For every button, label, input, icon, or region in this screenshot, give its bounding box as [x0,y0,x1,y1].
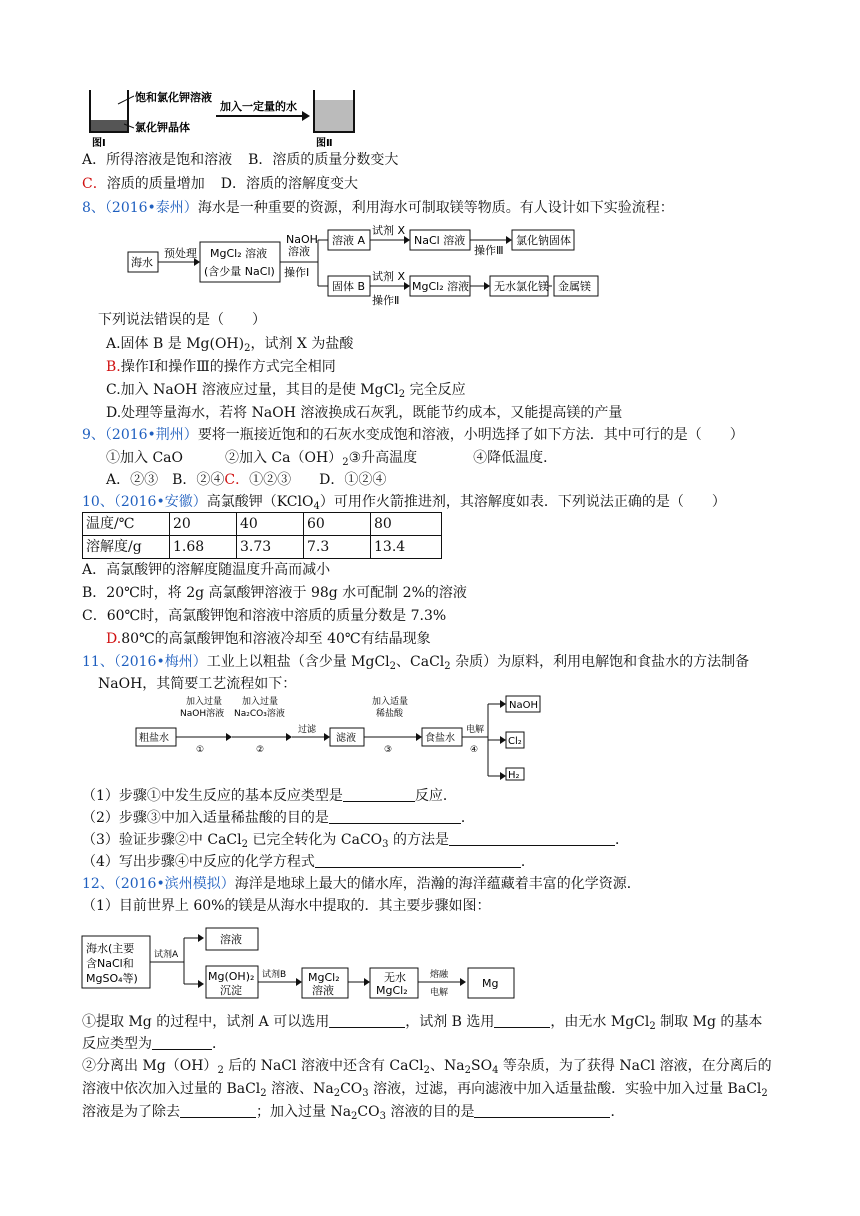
q12-flow-anhydrous-mgcl2: MgCl₂ [376,984,408,997]
q12-flow-electrolysis: 电解 [430,988,449,998]
q8-intro: 下列说法错误的是（ ） [98,312,266,328]
answer-blank[interactable] [474,1103,610,1118]
answer-blank[interactable] [180,1103,256,1118]
q11-flow-naoh-sol: NaOH溶液 [180,709,225,719]
table-row [83,513,442,536]
q11-flow-diagram [134,690,544,782]
answer-blank[interactable] [152,1035,212,1050]
q8-option-a: A.固体 B 是 $Mg(OH)_2$，试剂 X 为盐酸 [106,336,354,354]
q8-flow-sol-a: 溶液 A [332,234,366,247]
answer-blank[interactable] [343,787,415,802]
q11-flow-cl2: Cl₂ [508,736,522,747]
q12-flow-solution: 溶液 [220,933,242,946]
beaker-1 [90,90,128,132]
q8-source: （2016•泰州） [104,200,198,216]
solubility-table [82,512,442,559]
q12-flow-mgcl2-sol: 溶液 [312,984,334,997]
q12-flow-diagram [80,922,520,1002]
q8-flow-mgcl2-sol2: MgCl₂ 溶液 [412,280,470,293]
q11-flow-na2co3-sol: Na₂CO₃溶液 [234,709,285,719]
q12-q2-line2: 溶液中依次加入过量的 BaCl$_2$ 溶液、$Na_2CO_3$ 溶液，过滤，再向滤液中加入适量盐酸．实验中加入过量 BaCl$_2$ [82,1081,768,1099]
q10-option-d: D.80℃的高氯酸钾饱和溶液冷却至 40℃有结晶现象 [106,631,431,647]
q11-flow-filtrate: 滤液 [336,733,356,744]
label-fig2: 图Ⅱ [316,138,333,149]
q12-q1-line2: 反应类型为 ． [82,1036,226,1052]
q12-flow-anhydrous: 无水 [384,971,406,984]
q12-flow-precipitate: 沉淀 [220,984,242,997]
q11-flow-naoh: NaOH [509,700,538,711]
table-cell: 3.73 [237,536,304,559]
q11-flow-filter: 过滤 [298,725,317,735]
q8-flow-mgcl2: MgCl₂ 溶液 [210,247,268,260]
q7-option-c: 溶质的质量增加 [106,176,205,192]
q12-flow-molten: 熔融 [430,970,449,980]
q11-flow-dilute-hcl: 稀盐酸 [376,709,404,719]
answer-blank[interactable] [329,809,461,824]
answer-blank[interactable] [329,1013,405,1028]
q9-methods: ①加入 CaO ②加入 $Ca(OH)_2③$升高温度 ④降低温度． [106,450,558,468]
q8-option-d: D.处理等量海水，若将 NaOH 溶液换成石灰乳，既能节约成本，又能提高镁的产量 [106,405,623,421]
label-saturated: 饱和氯化钾溶液 [135,91,212,104]
q12-flow-mgcl2: MgCl₂ [308,971,340,984]
q8-stem [82,198,674,218]
q11-sub3: （3）验证步骤②中 CaCl$_2$ 已完全转化为 CaCO$_3$ 的方法是 ． [82,832,629,850]
q9-stem: 9、（2016•荆州）要将一瓶接近饱和的石灰水变成饱和溶液，小明选择了如下方法．其中可行的是（ ） [82,427,744,443]
q8-flow-diagram [122,224,602,310]
q8-flow-sol-label: 溶液 [288,245,310,258]
q11-flow-brine: 食盐水 [425,733,455,744]
q8-option-b: B.操作Ⅰ和操作Ⅲ的操作方式完全相同 [106,359,336,375]
table-header-temp: 温度/℃ [83,513,170,536]
q11-flow-h2: H₂ [508,770,520,781]
q7-options-ab [82,150,398,170]
q11-stem: 11、（2016•梅州）工业上以粗盐（含少量 MgCl$_2$、CaCl$_2$ 杂质）为原料，利用电解饱和食盐水的方法制备 [82,654,750,672]
table-cell: 40 [237,513,304,536]
label-crystal: 氯化钾晶体 [135,121,190,134]
q8-flow-op1: 操作Ⅰ [284,266,310,279]
q8-flow-metal-mg: 金属镁 [558,280,591,293]
q12-flow-seawater-2: 含NaCl和 [86,957,134,970]
table-cell: 7.3 [304,536,371,559]
q7-option-d: D．溶质的溶解度变大 [220,176,358,192]
q8-flow-reagent-x2: 试剂 X [372,270,406,283]
beaker-2 [314,90,354,132]
q10-stem: 10、（2016•安徽）高氯酸钾（KClO$_4$）可用作火箭推进剂，其溶解度如表．下列说法正确的是（ ） [82,494,726,512]
q8-flow-solid-b: 固体 B [332,280,366,293]
q12-q2-line1: ②分离出 $Mg(OH)_2$ 后的 NaCl 溶液中还含有 CaCl$_2$、$Na_2SO_4$ 等杂质，为了获得 NaCl 溶液，在分离后的 [82,1058,772,1076]
q10-option-a: A．高氯酸钾的溶解度随温度升高而减小 [82,562,331,578]
q8-flow-op3: 操作Ⅲ [474,244,504,257]
table-cell: 13.4 [371,536,442,559]
q10-option-b: B．20℃时，将 2g 高氯酸钾溶液于 98g 水可配制 2%的溶液 [82,585,467,601]
q7-option-b: B．溶质的质量分数变大 [248,152,399,168]
q8-flow-anhydrous: 无水氯化镁 [494,280,549,293]
q12-flow-seawater-3: MgSO₄等) [86,972,138,985]
q8-number: 8、 [82,200,105,216]
q12-flow-seawater: 海水(主要 [86,942,135,955]
answer-blank[interactable] [494,1013,550,1028]
q12-part1: （1）目前世界上 60%的镁是从海水中提取的．其主要步骤如图： [82,898,491,914]
table-cell: 1.68 [170,536,237,559]
q11-flow-add-na2co3: 加入过量 [242,697,279,707]
q12-stem: 12、（2016•滨州模拟）海洋是地球上最大的储水库，浩瀚的海洋蕴藏着丰富的化学资源． [82,876,641,892]
q8-flow-nacl-sol: NaCl 溶液 [414,234,466,247]
q8-flow-reagent-x: 试剂 X [372,224,406,237]
beaker-figure [78,86,368,152]
q8-flow-pretreat: 预处理 [164,247,197,260]
q11-flow-crude-salt: 粗盐水 [139,733,169,744]
label-fig1: 图Ⅰ [92,138,106,149]
q8-flow-nacl-solid: 氯化钠固体 [516,234,571,247]
q11-sub1: （1）步骤①中发生反应的基本反应类型是 反应． [82,788,457,804]
label-arrow: 加入一定量的水 [220,100,297,113]
q11-flow-step3: ③ [384,745,393,755]
q12-flow-reagent-a: 试剂A [154,950,179,960]
table-row [83,536,442,559]
answer-blank[interactable] [315,853,521,868]
q11-sub2: （2）步骤③中加入适量稀盐酸的目的是 ． [82,810,475,826]
q11-flow-electrolysis: 电解 [466,725,485,735]
q12-q1-line1: ①提取 Mg 的过程中，试剂 A 可以选用 ，试剂 B 选用 ，由无水 MgCl$_2$ 制取 Mg 的基本 [82,1014,763,1032]
q9-options: A．②③ B．②④C．①②③ D．①②④ [106,472,387,488]
q11-flow-step1: ① [196,745,205,755]
q12-q2-line3: 溶液是为了除去 ；加入过量 $Na_2CO_3$ 溶液的目的是 ． [82,1104,625,1122]
answer-blank[interactable] [449,831,615,846]
q8-flow-op2: 操作Ⅱ [372,294,400,307]
q11-flow-add-naoh: 加入过量 [186,697,223,707]
table-cell: 60 [304,513,371,536]
table-cell: 20 [170,513,237,536]
q11-flow-step4: ④ [470,745,479,755]
q7-options-cd [82,174,358,194]
q8-option-c: C.加入 NaOH 溶液应过量，其目的是使 MgCl$_2$ 完全反应 [106,382,466,400]
q8-flow-seawater: 海水 [131,256,153,269]
arrow-head [302,111,310,121]
q12-flow-mg: Mg [482,977,499,990]
q12-flow-mgoh2: Mg(OH)₂ [208,970,255,983]
q10-option-c: C．60℃时，高氯酸钾饱和溶液中溶质的质量分数是 7.3% [82,608,447,624]
q8-stem-text: 海水是一种重要的资源，利用海水可制取镁等物质。有人设计如下实验流程： [197,200,674,216]
q7-option-a: A．所得溶液是饱和溶液 [82,152,233,168]
q11-sub4: （4）写出步骤④中反应的化学方程式 ． [82,854,535,870]
q11-stem-line2: NaOH，其简要工艺流程如下： [98,676,297,692]
q8-flow-naoh: NaOH [286,233,318,246]
table-cell: 80 [371,513,442,536]
q11-flow-step2: ② [256,745,265,755]
q8-flow-with-nacl: (含少量 NaCl) [204,265,275,278]
table-header-solubility: 溶解度/g [83,536,170,559]
q7-option-c-letter: C． [82,176,107,192]
q12-flow-reagent-b: 试剂B [262,970,287,980]
q11-flow-add-hcl: 加入适量 [372,697,409,707]
